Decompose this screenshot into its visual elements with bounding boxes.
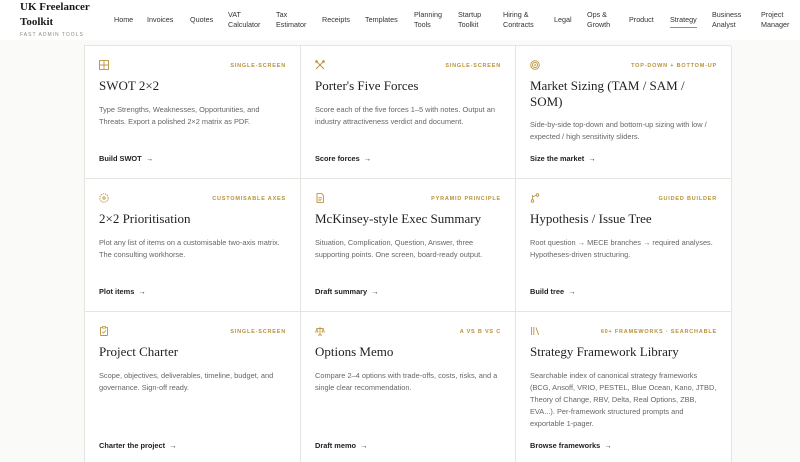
link-label[interactable]: Size the market bbox=[530, 154, 585, 163]
nav-tax-estimator[interactable]: Tax Estimator bbox=[276, 10, 307, 29]
nav-vat-calculator[interactable]: VAT Calculator bbox=[228, 10, 261, 29]
arrow-right-icon: → bbox=[169, 441, 177, 450]
card-prioritisation[interactable] bbox=[85, 179, 301, 312]
strategy-tools-grid bbox=[84, 45, 731, 462]
nav-project-manager[interactable]: Project Manager bbox=[761, 10, 790, 29]
card-title: Porter's Five Forces bbox=[315, 78, 419, 93]
link-label[interactable]: Build SWOT bbox=[99, 154, 142, 163]
plot-items-link[interactable] bbox=[99, 287, 146, 296]
card-tag: A VS B VS C bbox=[459, 329, 501, 335]
nav-planning-tools[interactable]: Planning Tools bbox=[414, 10, 442, 29]
brand[interactable] bbox=[20, 0, 92, 38]
card-project-charter[interactable] bbox=[85, 312, 301, 462]
card-title: Project Charter bbox=[99, 344, 179, 359]
link-label[interactable]: Charter the project bbox=[99, 441, 166, 450]
card-description: Scope, objectives, deliverables, timeline, budget, and governance. Sign-off ready. bbox=[99, 371, 274, 392]
card-options-memo[interactable] bbox=[301, 312, 516, 462]
tools-icon bbox=[315, 60, 325, 70]
card-description: Plot any list of items on a customisable two-axis matrix. The consulting workhorse. bbox=[99, 238, 280, 259]
arrow-right-icon: → bbox=[363, 154, 372, 163]
grid-icon bbox=[99, 60, 109, 70]
draft-summary-link[interactable] bbox=[315, 287, 379, 296]
compass-icon bbox=[99, 193, 109, 203]
size-the-market-link[interactable] bbox=[530, 154, 596, 163]
build-tree-link[interactable] bbox=[530, 287, 575, 296]
brand-title[interactable]: UK Freelancer Toolkit bbox=[20, 1, 90, 28]
card-framework-library[interactable] bbox=[516, 312, 732, 462]
charter-the-project-link[interactable] bbox=[99, 441, 177, 450]
build-swot-link[interactable] bbox=[99, 154, 153, 163]
card-porters-five-forces[interactable] bbox=[301, 46, 516, 179]
link-label[interactable]: Draft memo bbox=[315, 441, 357, 450]
arrow-right-icon: → bbox=[588, 154, 596, 163]
card-market-sizing[interactable] bbox=[516, 46, 732, 179]
clipboard-icon bbox=[99, 326, 109, 336]
card-exec-summary[interactable] bbox=[301, 179, 516, 312]
nav-product[interactable]: Product bbox=[629, 15, 654, 24]
nav-invoices[interactable]: Invoices bbox=[147, 15, 174, 24]
library-icon bbox=[530, 326, 540, 336]
card-title: Options Memo bbox=[315, 344, 394, 359]
nav-legal[interactable]: Legal bbox=[554, 15, 572, 24]
link-label[interactable]: Build tree bbox=[530, 287, 565, 296]
card-tag: 60+ FRAMEWORKS · SEARCHABLE bbox=[600, 329, 717, 335]
link-label[interactable]: Plot items bbox=[99, 287, 135, 296]
score-forces-link[interactable] bbox=[315, 154, 371, 163]
nav-ops-growth[interactable]: Ops & Growth bbox=[587, 10, 611, 29]
card-description: Root question → MECE branches → required analyses. Hypotheses-driven structuring. bbox=[530, 238, 713, 259]
browse-frameworks-link[interactable] bbox=[530, 441, 612, 450]
brand-subtitle: FAST ADMIN TOOLS bbox=[20, 32, 84, 38]
card-tag: SINGLE-SCREEN bbox=[230, 329, 286, 335]
card-description: Situation, Complication, Question, Answer, three supporting points. One screen, board-ready output. bbox=[315, 238, 483, 259]
arrow-right-icon: → bbox=[371, 287, 379, 296]
arrow-right-icon: → bbox=[138, 287, 146, 296]
arrow-right-icon: → bbox=[145, 154, 154, 163]
card-title: SWOT 2×2 bbox=[99, 78, 160, 93]
card-description: Type Strengths, Weaknesses, Opportunities, and Threats. Export a polished 2×2 matrix as PDF. bbox=[99, 105, 260, 126]
card-title: 2×2 Prioritisation bbox=[99, 211, 191, 226]
card-swot[interactable] bbox=[85, 46, 301, 179]
nav-home[interactable]: Home bbox=[114, 15, 134, 24]
branch-icon bbox=[530, 193, 540, 203]
nav-quotes[interactable]: Quotes bbox=[190, 15, 214, 24]
card-title: Market Sizing (TAM / SAM / SOM) bbox=[530, 78, 685, 109]
nav-strategy[interactable]: Strategy bbox=[670, 15, 697, 28]
card-title: Hypothesis / Issue Tree bbox=[530, 211, 652, 226]
card-tag: SINGLE-SCREEN bbox=[445, 63, 501, 69]
link-label[interactable]: Browse frameworks bbox=[530, 441, 601, 450]
target-icon bbox=[530, 60, 540, 70]
card-tag: PYRAMID PRINCIPLE bbox=[431, 196, 501, 202]
card-description: Side-by-side top-down and bottom-up sizing with low / expected / high sensitivity sliders. bbox=[530, 120, 707, 141]
link-label[interactable]: Draft summary bbox=[315, 287, 368, 296]
card-tag: TOP-DOWN + BOTTOM-UP bbox=[631, 63, 717, 69]
card-title: Strategy Framework Library bbox=[530, 344, 679, 359]
card-tag: GUIDED BUILDER bbox=[658, 196, 717, 202]
nav-startup-toolkit[interactable]: Startup Toolkit bbox=[458, 10, 482, 29]
card-description: Searchable index of canonical strategy frameworks (BCG, Ansoff, VRIO, PESTEL, Blue Ocean, Kano, JTBD, Theory of Change, RBV, Delta, Real Options, ZBB, EVA...). Per-framework structured prompts and exportable 1-pager. bbox=[530, 371, 717, 428]
nav-templates[interactable]: Templates bbox=[365, 15, 398, 24]
scales-icon bbox=[315, 326, 325, 336]
link-label[interactable]: Score forces bbox=[315, 154, 360, 163]
card-description: Compare 2–4 options with trade-offs, costs, risks, and a single clear recommendation. bbox=[315, 371, 498, 392]
arrow-right-icon: → bbox=[360, 441, 368, 450]
document-icon bbox=[315, 193, 325, 203]
arrow-right-icon: → bbox=[604, 441, 612, 450]
card-description: Score each of the five forces 1–5 with notes. Output an industry attractiveness verdict and document. bbox=[315, 105, 495, 126]
nav-receipts[interactable]: Receipts bbox=[322, 15, 350, 24]
arrow-right-icon: → bbox=[568, 287, 576, 296]
nav-hiring-contracts[interactable]: Hiring & Contracts bbox=[503, 10, 534, 29]
nav-business-analyst[interactable]: Business Analyst bbox=[712, 10, 742, 29]
card-tag: CUSTOMISABLE AXES bbox=[212, 196, 286, 202]
card-title: McKinsey-style Exec Summary bbox=[315, 211, 482, 226]
draft-memo-link[interactable] bbox=[315, 441, 367, 450]
card-tag: SINGLE-SCREEN bbox=[230, 63, 286, 69]
top-navigation-bar bbox=[0, 0, 800, 40]
card-hypothesis-tree[interactable] bbox=[516, 179, 732, 312]
